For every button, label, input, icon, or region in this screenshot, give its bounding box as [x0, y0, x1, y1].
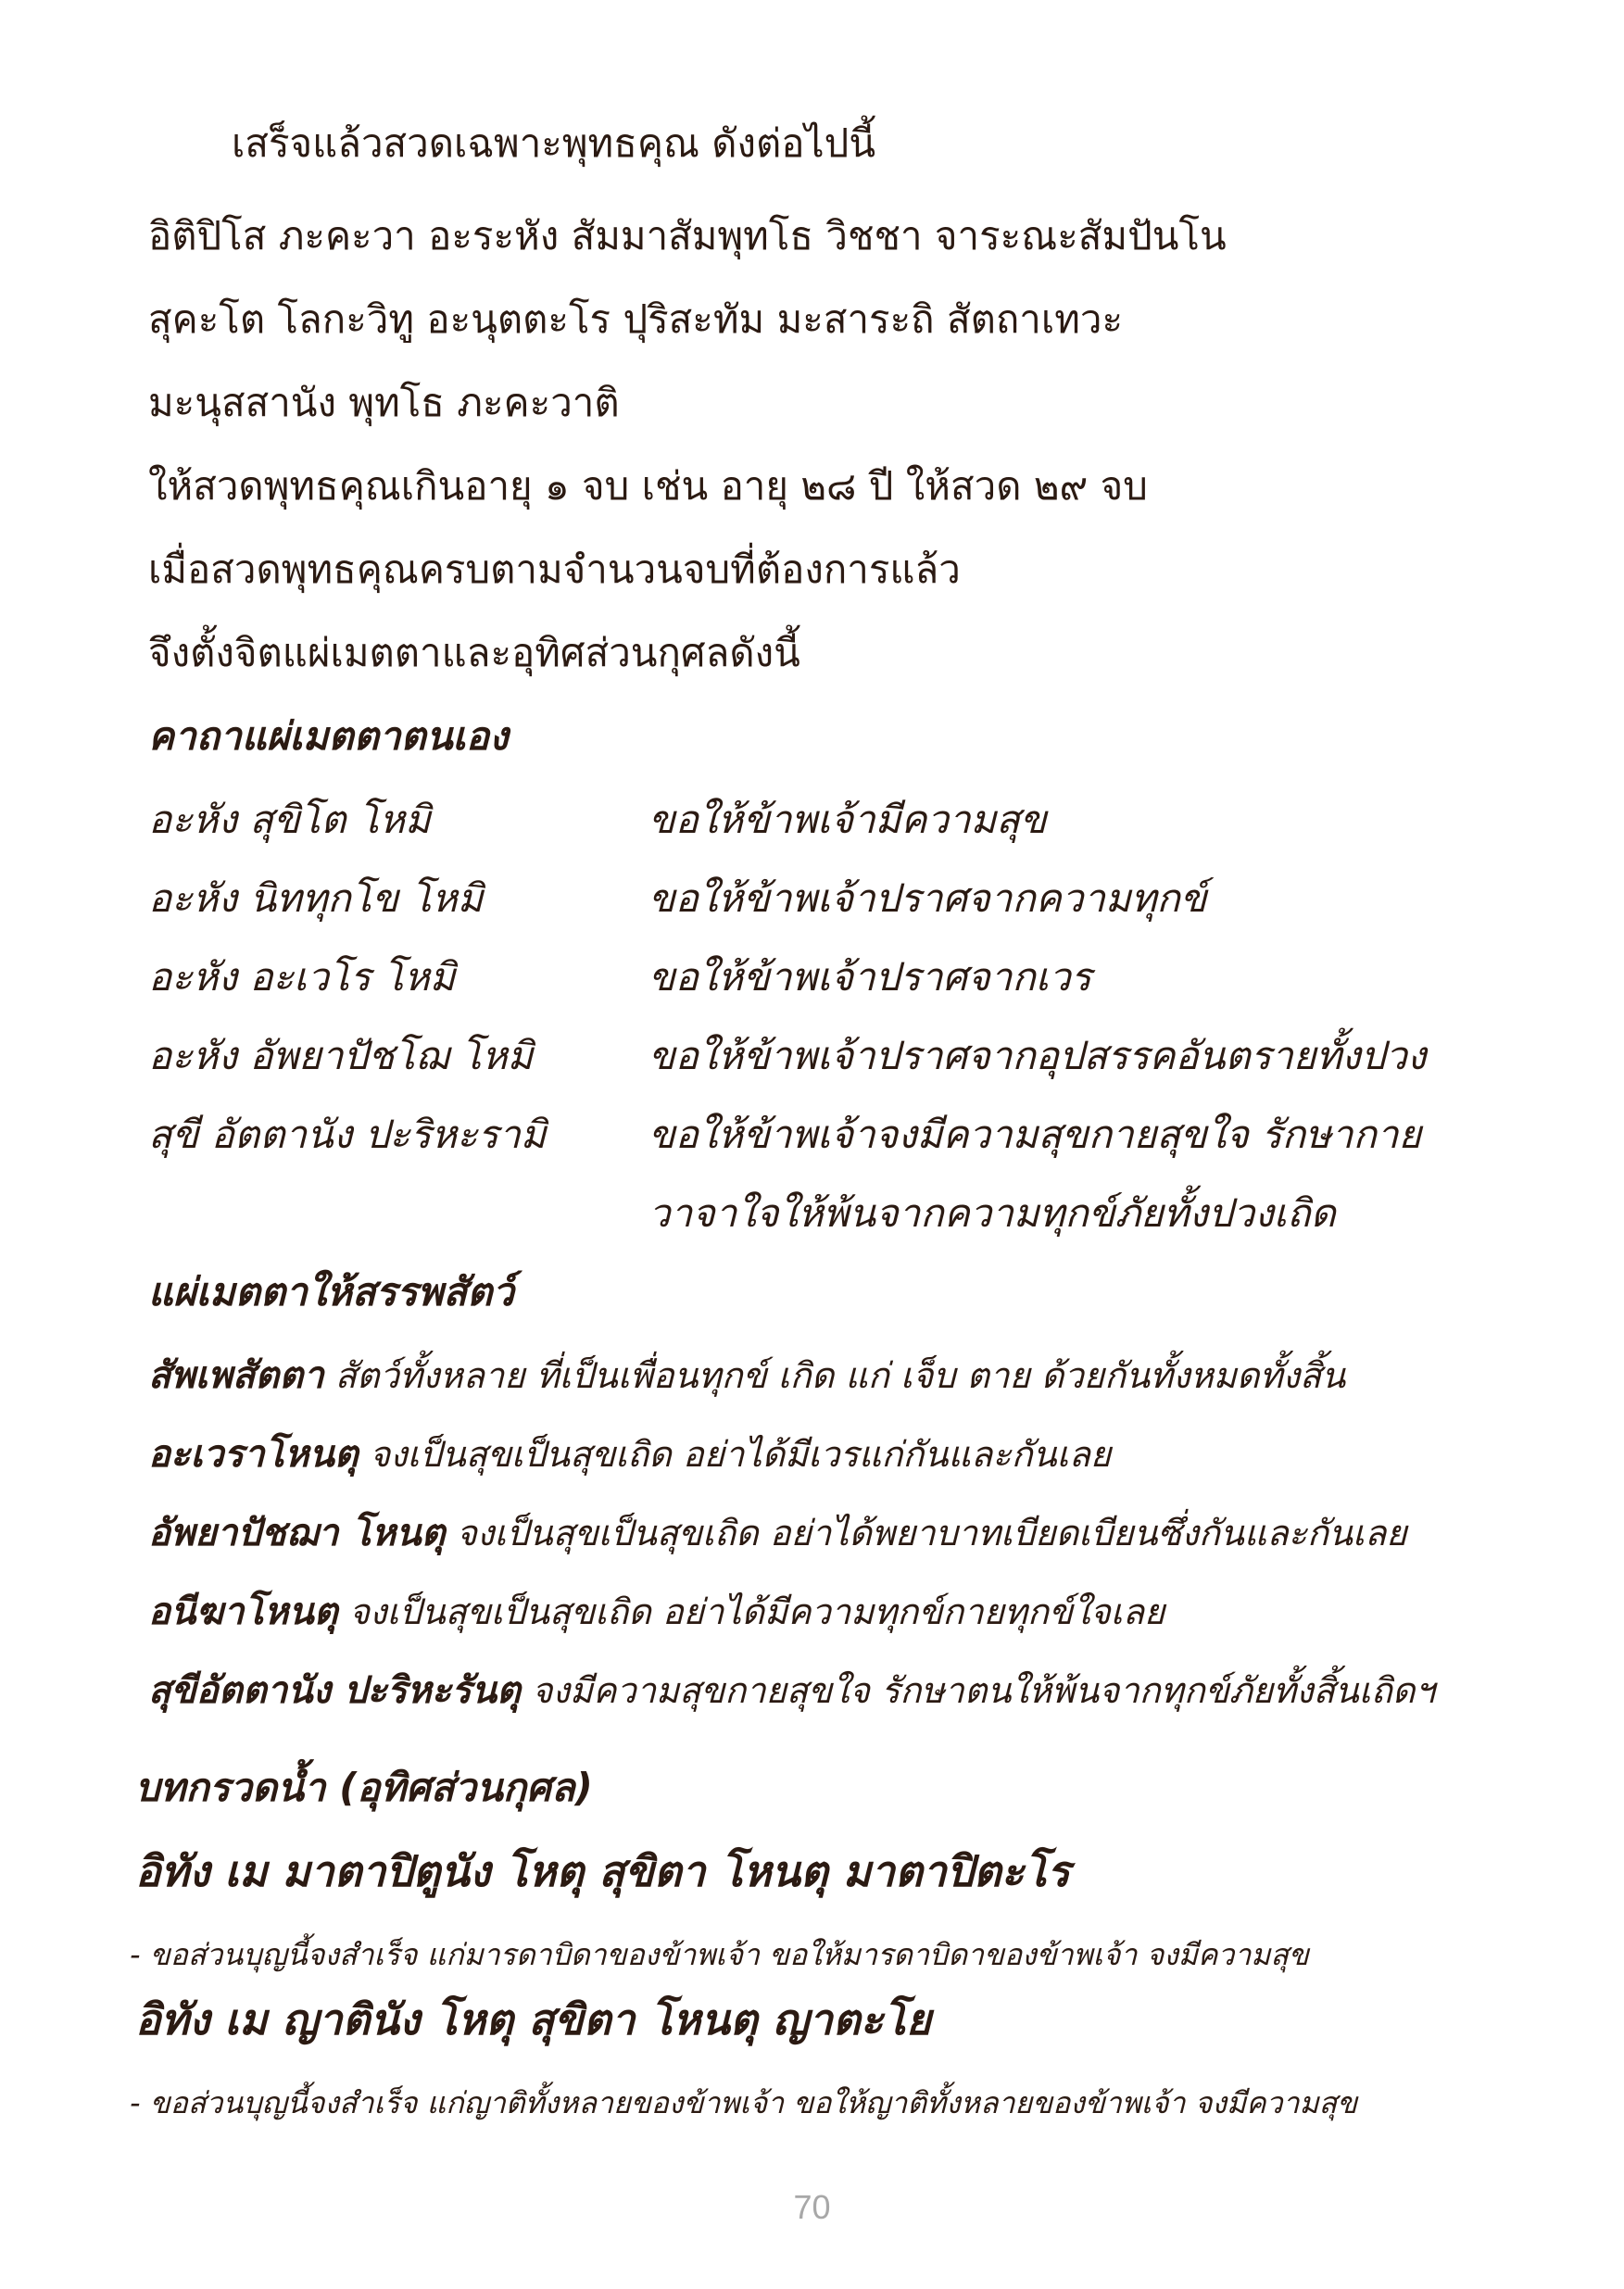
verse-meaning: - ขอส่วนบุญนี้จงสำเร็จ แก่มารดาบิดาของข้าพเจ้า ขอให้มารดาบิดาของข้าพเจ้า จงมีความสุข — [130, 1937, 1309, 1972]
thai-translation: ขอให้ข้าพเจ้าจงมีความสุขกายสุขใจ รักษากาย — [648, 1112, 1422, 1157]
all-beings-row — [148, 1584, 1164, 1640]
pali-text: อะเวราโหนตุ — [148, 1433, 359, 1476]
pali-text: อะหัง นิททุกโข โหมิ — [148, 875, 484, 921]
thai-translation-continued: วาจาใจให้พ้นจากความทุกข์ภัยทั้งปวงเถิด — [648, 1190, 1336, 1236]
pali-verse: อิทัง เม ญาตินัง โหตุ สุขิตา โหนตุ ญาตะโย — [135, 1994, 932, 2044]
thai-translation: จงมีความสุขกายสุขใจ รักษาตนให้พ้นจากทุกข์ภัยทั้งสิ้นเถิดฯ — [521, 1670, 1435, 1711]
thai-translation: ขอให้ข้าพเจ้าปราศจากอุปสรรคอันตรายทั้งปวง — [648, 1033, 1427, 1078]
section-heading: คาถาแผ่เมตตาตนเอง — [148, 713, 509, 759]
intro-line: เสร็จแล้วสวดเฉพาะพุทธคุณ ดังต่อไปนี้ — [232, 120, 876, 166]
pali-text: สัพเพสัตตา — [148, 1354, 324, 1397]
verse-meaning: - ขอส่วนบุญนี้จงสำเร็จ แก่ญาติทั้งหลายของข้าพเจ้า ขอให้ญาติทั้งหลายของข้าพเจ้า จงมีความสุข — [130, 2085, 1357, 2120]
intro-line: อิติปิโส ภะคะวา อะระหัง สัมมาสัมพุทโธ วิชชา จาระณะสัมปันโน — [148, 213, 1227, 258]
pali-text: อะหัง อะเวโร โหมิ — [148, 954, 456, 1000]
page-number: 70 — [793, 2188, 831, 2226]
pali-text: อะหัง อัพยาปัชโฌ โหมิ — [148, 1033, 534, 1078]
thai-translation: ขอให้ข้าพเจ้าปราศจากความทุกข์ — [648, 875, 1207, 921]
pali-text: อัพยาปัชฌา โหนตุ — [148, 1512, 446, 1554]
intro-line: ให้สวดพุทธคุณเกินอายุ ๑ จบ เช่น อายุ ๒๘ ปี ให้สวด ๒๙ จบ — [148, 463, 1148, 509]
intro-line: สุคะโต โลกะวิทู อะนุตตะโร ปุริสะทัม มะสาระถิ สัตถาเทวะ — [148, 296, 1124, 342]
all-beings-row — [148, 1663, 1435, 1718]
intro-line: เมื่อสวดพุทธคุณครบตามจำนวนจบที่ต้องการแล้ว — [148, 547, 961, 592]
section-heading: แผ่เมตตาให้สรรพสัตว์ — [148, 1269, 514, 1314]
section-heading: บทกรวดน้ำ (อุทิศส่วนกุศล) — [135, 1765, 593, 1810]
intro-line: มะนุสสานัง พุทโธ ภะคะวาติ — [148, 380, 620, 425]
thai-translation: ขอให้ข้าพเจ้ามีความสุข — [648, 797, 1047, 842]
all-beings-row — [148, 1348, 1345, 1403]
thai-translation: จงเป็นสุขเป็นสุขเถิด อย่าได้พยาบาทเบียดเบียนซึ่งกันและกันเลย — [445, 1513, 1407, 1553]
thai-translation: ขอให้ข้าพเจ้าปราศจากเวร — [648, 954, 1092, 1000]
thai-translation: จงเป็นสุขเป็นสุขเถิด อย่าได้มีความทุกข์กายทุกข์ใจเลย — [337, 1591, 1165, 1632]
pali-text: สุขีอัตตานัง ปะริหะรันตุ — [148, 1669, 522, 1712]
pali-text: อะหัง สุขิโต โหมิ — [148, 797, 431, 842]
thai-translation: สัตว์ทั้งหลาย ที่เป็นเพื่อนทุกข์ เกิด แก่ เจ็บ ตาย ด้วยกันทั้งหมดทั้งสิ้น — [323, 1355, 1346, 1396]
all-beings-row — [148, 1505, 1407, 1561]
pali-text: อนีฆาโหนตุ — [148, 1591, 338, 1633]
pali-text: สุขี อัตตานัง ปะริหะรามิ — [148, 1112, 547, 1157]
intro-line: จึงตั้งจิตแผ่เมตตาและอุทิศส่วนกุศลดังนี้ — [148, 630, 800, 675]
pali-verse: อิทัง เม มาตาปิตูนัง โหตุ สุขิตา โหนตุ มาตาปิตะโร — [135, 1846, 1070, 1896]
all-beings-row — [148, 1427, 1111, 1482]
thai-translation: จงเป็นสุขเป็นสุขเถิด อย่าได้มีเวรแก่กันและกันเลย — [358, 1434, 1112, 1475]
